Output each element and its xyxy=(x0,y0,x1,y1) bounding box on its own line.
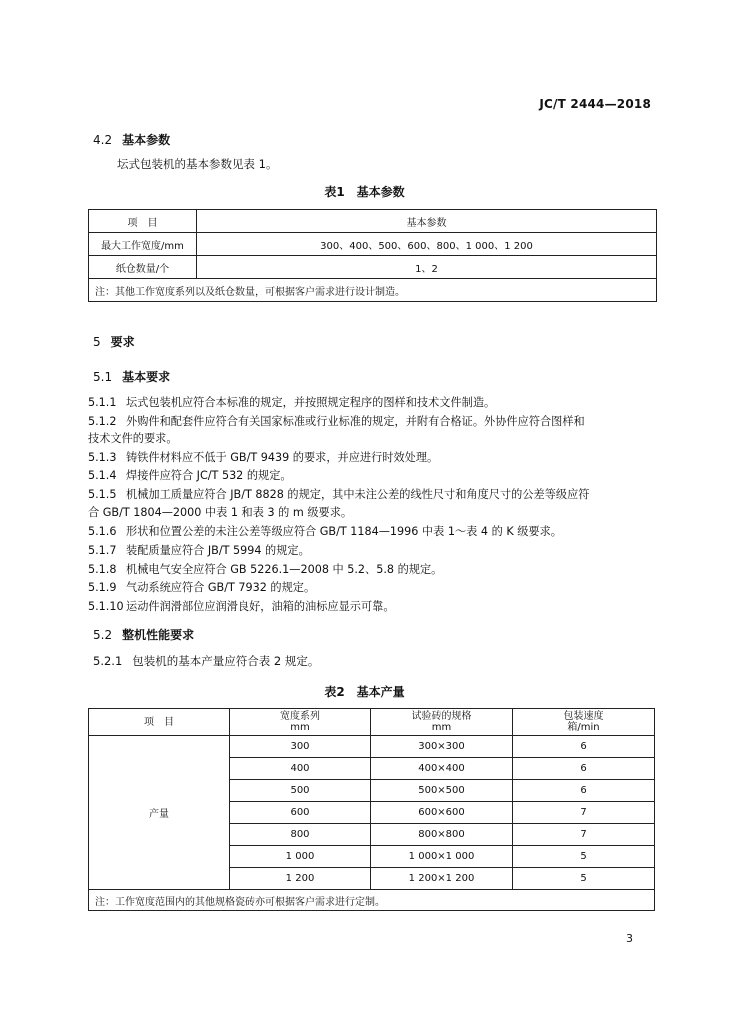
section-title: 整机性能要求 xyxy=(122,628,195,642)
item-number: 5.1.10 xyxy=(88,600,124,613)
section-number: 5.2 xyxy=(93,628,113,642)
table1-cell: 300、400、500、600、800、1 000、1 200 xyxy=(197,233,657,256)
table2-cell: 6 xyxy=(513,758,655,780)
item-text: 外购件和配套件应符合有关国家标准或行业标准的规定，并附有合格证。外协件应符合图样和 xyxy=(126,415,585,428)
table2-header-cell xyxy=(371,709,513,736)
table1-header-row xyxy=(89,210,657,233)
list-item xyxy=(88,486,666,503)
list-item xyxy=(88,467,666,484)
item-text: 技术文件的要求。 xyxy=(88,432,178,445)
table2-cell: 600 xyxy=(230,802,371,824)
section-5-heading xyxy=(93,333,135,350)
standard-code: JC/T 2444—2018 xyxy=(539,97,651,111)
header-line: 包装速度 xyxy=(563,711,604,722)
section-title: 基本要求 xyxy=(122,370,171,384)
section-title: 基本参数 xyxy=(122,133,171,147)
item-text: 形状和位置公差的未注公差等级应符合 GB/T 1184—1996 中表 1～表 4 的 K 级要求。 xyxy=(126,525,562,538)
table1-note: 注：其他工作宽度系列以及纸仓数量，可根据客户需求进行设计制造。 xyxy=(89,279,657,302)
section-4-2-heading xyxy=(93,131,170,148)
table2-cell: 7 xyxy=(513,824,655,846)
table2-cell: 800×800 xyxy=(371,824,513,846)
item-text: 坛式包装机应符合本标准的规定，并按照规定程序的图样和技术文件制造。 xyxy=(126,396,496,409)
list-item xyxy=(88,542,666,559)
table1-cell: 1、2 xyxy=(197,256,657,279)
table1-cell: 最大工作宽度/mm xyxy=(89,233,197,256)
list-item xyxy=(88,449,666,466)
table2-caption: 表2 基本产量 xyxy=(324,685,405,699)
item-number: 5.1.4 xyxy=(88,469,117,482)
item-text: 机械加工质量应符合 JB/T 8828 的规定，其中未注公差的线性尺寸和角度尺寸的公差等级应符 xyxy=(126,488,590,501)
table1-header-cell: 项 目 xyxy=(89,210,197,233)
header-unit: mm xyxy=(290,722,310,733)
table-row xyxy=(89,256,657,279)
list-item xyxy=(88,579,666,596)
table2-cell: 5 xyxy=(513,846,655,868)
list-item xyxy=(88,504,666,521)
table2-cell: 1 000×1 000 xyxy=(371,846,513,868)
table1-note-row xyxy=(89,279,657,302)
table-row xyxy=(89,233,657,256)
section-number: 5 xyxy=(93,335,101,349)
item-number: 5.1.2 xyxy=(88,415,117,428)
section-5-2-heading xyxy=(93,626,194,643)
item-text: 合 GB/T 1804—2000 中表 1 和表 3 的 m 级要求。 xyxy=(88,506,353,519)
table2-cell: 6 xyxy=(513,780,655,802)
section-number: 5.1 xyxy=(93,370,113,384)
table2-header-cell xyxy=(513,709,655,736)
table2-cell: 1 000 xyxy=(230,846,371,868)
list-item xyxy=(88,523,666,540)
table-row xyxy=(89,736,655,758)
table2-cell: 1 200×1 200 xyxy=(371,868,513,890)
section-4-2-intro: 坛式包装机的基本参数见表 1。 xyxy=(117,157,278,171)
item-text: 铸铁件材料应不低于 GB/T 9439 的要求，并应进行时效处理。 xyxy=(126,451,439,464)
section-number: 4.2 xyxy=(93,133,113,147)
list-item xyxy=(88,413,666,430)
table2-note-row xyxy=(89,890,655,911)
table2-cell: 300×300 xyxy=(371,736,513,758)
table2-row-label: 产量 xyxy=(89,736,230,890)
table1-header-cell: 基本参数 xyxy=(197,210,657,233)
table2-header-cell xyxy=(230,709,371,736)
item-text: 包装机的基本产量应符合表 2 规定。 xyxy=(132,654,320,668)
item-text: 运动件润滑部位应润滑良好，油箱的油标应显示可靠。 xyxy=(126,600,395,613)
table2-cell: 1 200 xyxy=(230,868,371,890)
table2 xyxy=(88,708,655,911)
item-number: 5.1.6 xyxy=(88,525,117,538)
list-item xyxy=(88,430,666,447)
item-text: 焊接件应符合 JC/T 532 的规定。 xyxy=(126,469,292,482)
header-line: 宽度系列 xyxy=(280,711,320,722)
table2-note: 注：工作宽度范围内的其他规格瓷砖亦可根据客户需求进行定制。 xyxy=(89,890,655,911)
item-text: 气动系统应符合 GB/T 7932 的规定。 xyxy=(126,581,316,594)
table2-header-cell: 项 目 xyxy=(89,709,230,736)
table2-cell: 400 xyxy=(230,758,371,780)
table2-cell: 500 xyxy=(230,780,371,802)
list-item xyxy=(88,394,666,411)
table2-cell: 400×400 xyxy=(371,758,513,780)
list-item xyxy=(88,598,666,615)
table2-header-row xyxy=(89,709,655,736)
item-number: 5.1.1 xyxy=(88,396,117,409)
table1-caption: 表1 基本参数 xyxy=(324,185,405,199)
header-unit: 箱/min xyxy=(567,722,600,733)
header-unit: mm xyxy=(431,722,452,733)
section-5-2-1-text xyxy=(93,653,319,669)
table1-cell: 纸仓数量/个 xyxy=(89,256,197,279)
table1 xyxy=(88,209,657,302)
item-number: 5.2.1 xyxy=(93,654,123,668)
table2-cell: 800 xyxy=(230,824,371,846)
item-text: 机械电气安全应符合 GB 5226.1—2008 中 5.2、5.8 的规定。 xyxy=(126,563,443,576)
table2-cell: 300 xyxy=(230,736,371,758)
item-number: 5.1.5 xyxy=(88,488,117,501)
page-number: 3 xyxy=(626,932,633,945)
section-5-1-heading xyxy=(93,368,170,385)
table2-cell: 600×600 xyxy=(371,802,513,824)
table2-cell: 500×500 xyxy=(371,780,513,802)
section-title: 要求 xyxy=(110,335,135,349)
table2-cell: 5 xyxy=(513,868,655,890)
item-number: 5.1.7 xyxy=(88,544,117,557)
table2-cell: 6 xyxy=(513,736,655,758)
header-line: 试验砖的规格 xyxy=(411,711,472,722)
item-number: 5.1.8 xyxy=(88,563,117,576)
table2-cell: 7 xyxy=(513,802,655,824)
item-number: 5.1.3 xyxy=(88,451,117,464)
item-text: 装配质量应符合 JB/T 5994 的规定。 xyxy=(126,544,310,557)
item-number: 5.1.9 xyxy=(88,581,117,594)
list-item xyxy=(88,561,666,578)
